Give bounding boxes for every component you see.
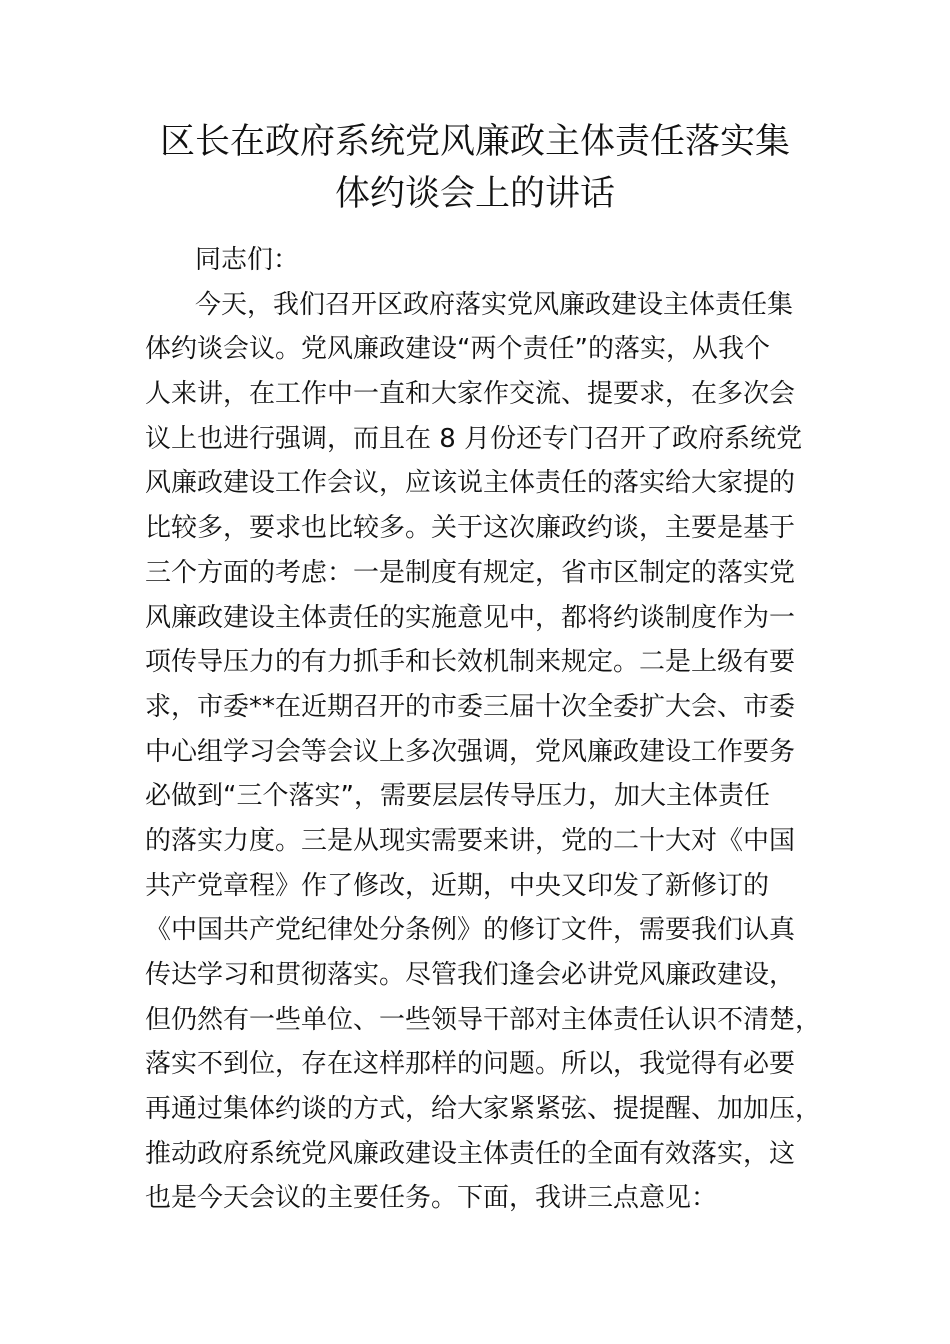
- paragraph-line: 但仍然有一些单位、一些领导干部对主体责任认识不清楚，: [145, 1004, 822, 1035]
- paragraph-line: 落实不到位，存在这样那样的问题。所以，我觉得有必要: [145, 1049, 796, 1080]
- title-line: 区长在政府系统党风廉政主体责任落实集: [159, 122, 790, 162]
- salutation: 同志们：: [195, 245, 300, 275]
- paragraph-line: 今天，我们召开区政府落实党风廉政建设主体责任集: [195, 289, 794, 320]
- paragraph-line: 风廉政建设工作会议，应该说主体责任的落实给大家提的: [145, 468, 796, 499]
- paragraph-line: 议上也进行强调，而且在 8 月份还专门召开了政府系统党: [145, 423, 803, 454]
- paragraph-line: 中心组学习会等会议上多次强调，党风廉政建设工作要务: [145, 736, 796, 767]
- paragraph-line: 三个方面的考虑：一是制度有规定，省市区制定的落实党: [145, 557, 796, 588]
- paragraph-line: 推动政府系统党风廉政建设主体责任的全面有效落实，这: [145, 1138, 796, 1169]
- paragraph-line: 共产党章程》作了修改，近期，中央又印发了新修订的: [145, 870, 770, 901]
- document-title: [120, 116, 830, 220]
- paragraph-line: 风廉政建设主体责任的实施意见中，都将约谈制度作为一: [145, 602, 796, 633]
- paragraph-line: 也是今天会议的主要任务。下面，我讲三点意见：: [145, 1183, 718, 1214]
- paragraph-line: 再通过集体约谈的方式，给大家紧紧弦、提提醒、加加压，: [145, 1094, 822, 1125]
- document-body: [145, 238, 822, 1221]
- paragraph-line: 比较多，要求也比较多。关于这次廉政约谈，主要是基于: [145, 513, 796, 544]
- title-line: 体约谈会上的讲话: [334, 174, 615, 214]
- paragraph-line: 求，市委**在近期召开的市委三届十次全委扩大会、市委: [145, 691, 796, 722]
- paragraph-line: 传达学习和贯彻落实。尽管我们逢会必讲党风廉政建设，: [145, 960, 796, 990]
- paragraph-line: 体约谈会议。党风廉政建设“两个责任”的落实，从我个: [145, 334, 770, 365]
- paragraph-line: 必做到“三个落实”，需要层层传导压力，加大主体责任: [145, 781, 770, 812]
- paragraph-line: 《中国共产党纪律处分条例》的修订文件，需要我们认真: [145, 915, 796, 946]
- paragraph-line: 的落实力度。三是从现实需要来讲，党的二十大对《中国: [145, 825, 796, 856]
- paragraph-line: 人来讲，在工作中一直和大家作交流、提要求，在多次会: [145, 379, 796, 410]
- paragraph-line: 项传导压力的有力抓手和长效机制来规定。二是上级有要: [145, 647, 796, 678]
